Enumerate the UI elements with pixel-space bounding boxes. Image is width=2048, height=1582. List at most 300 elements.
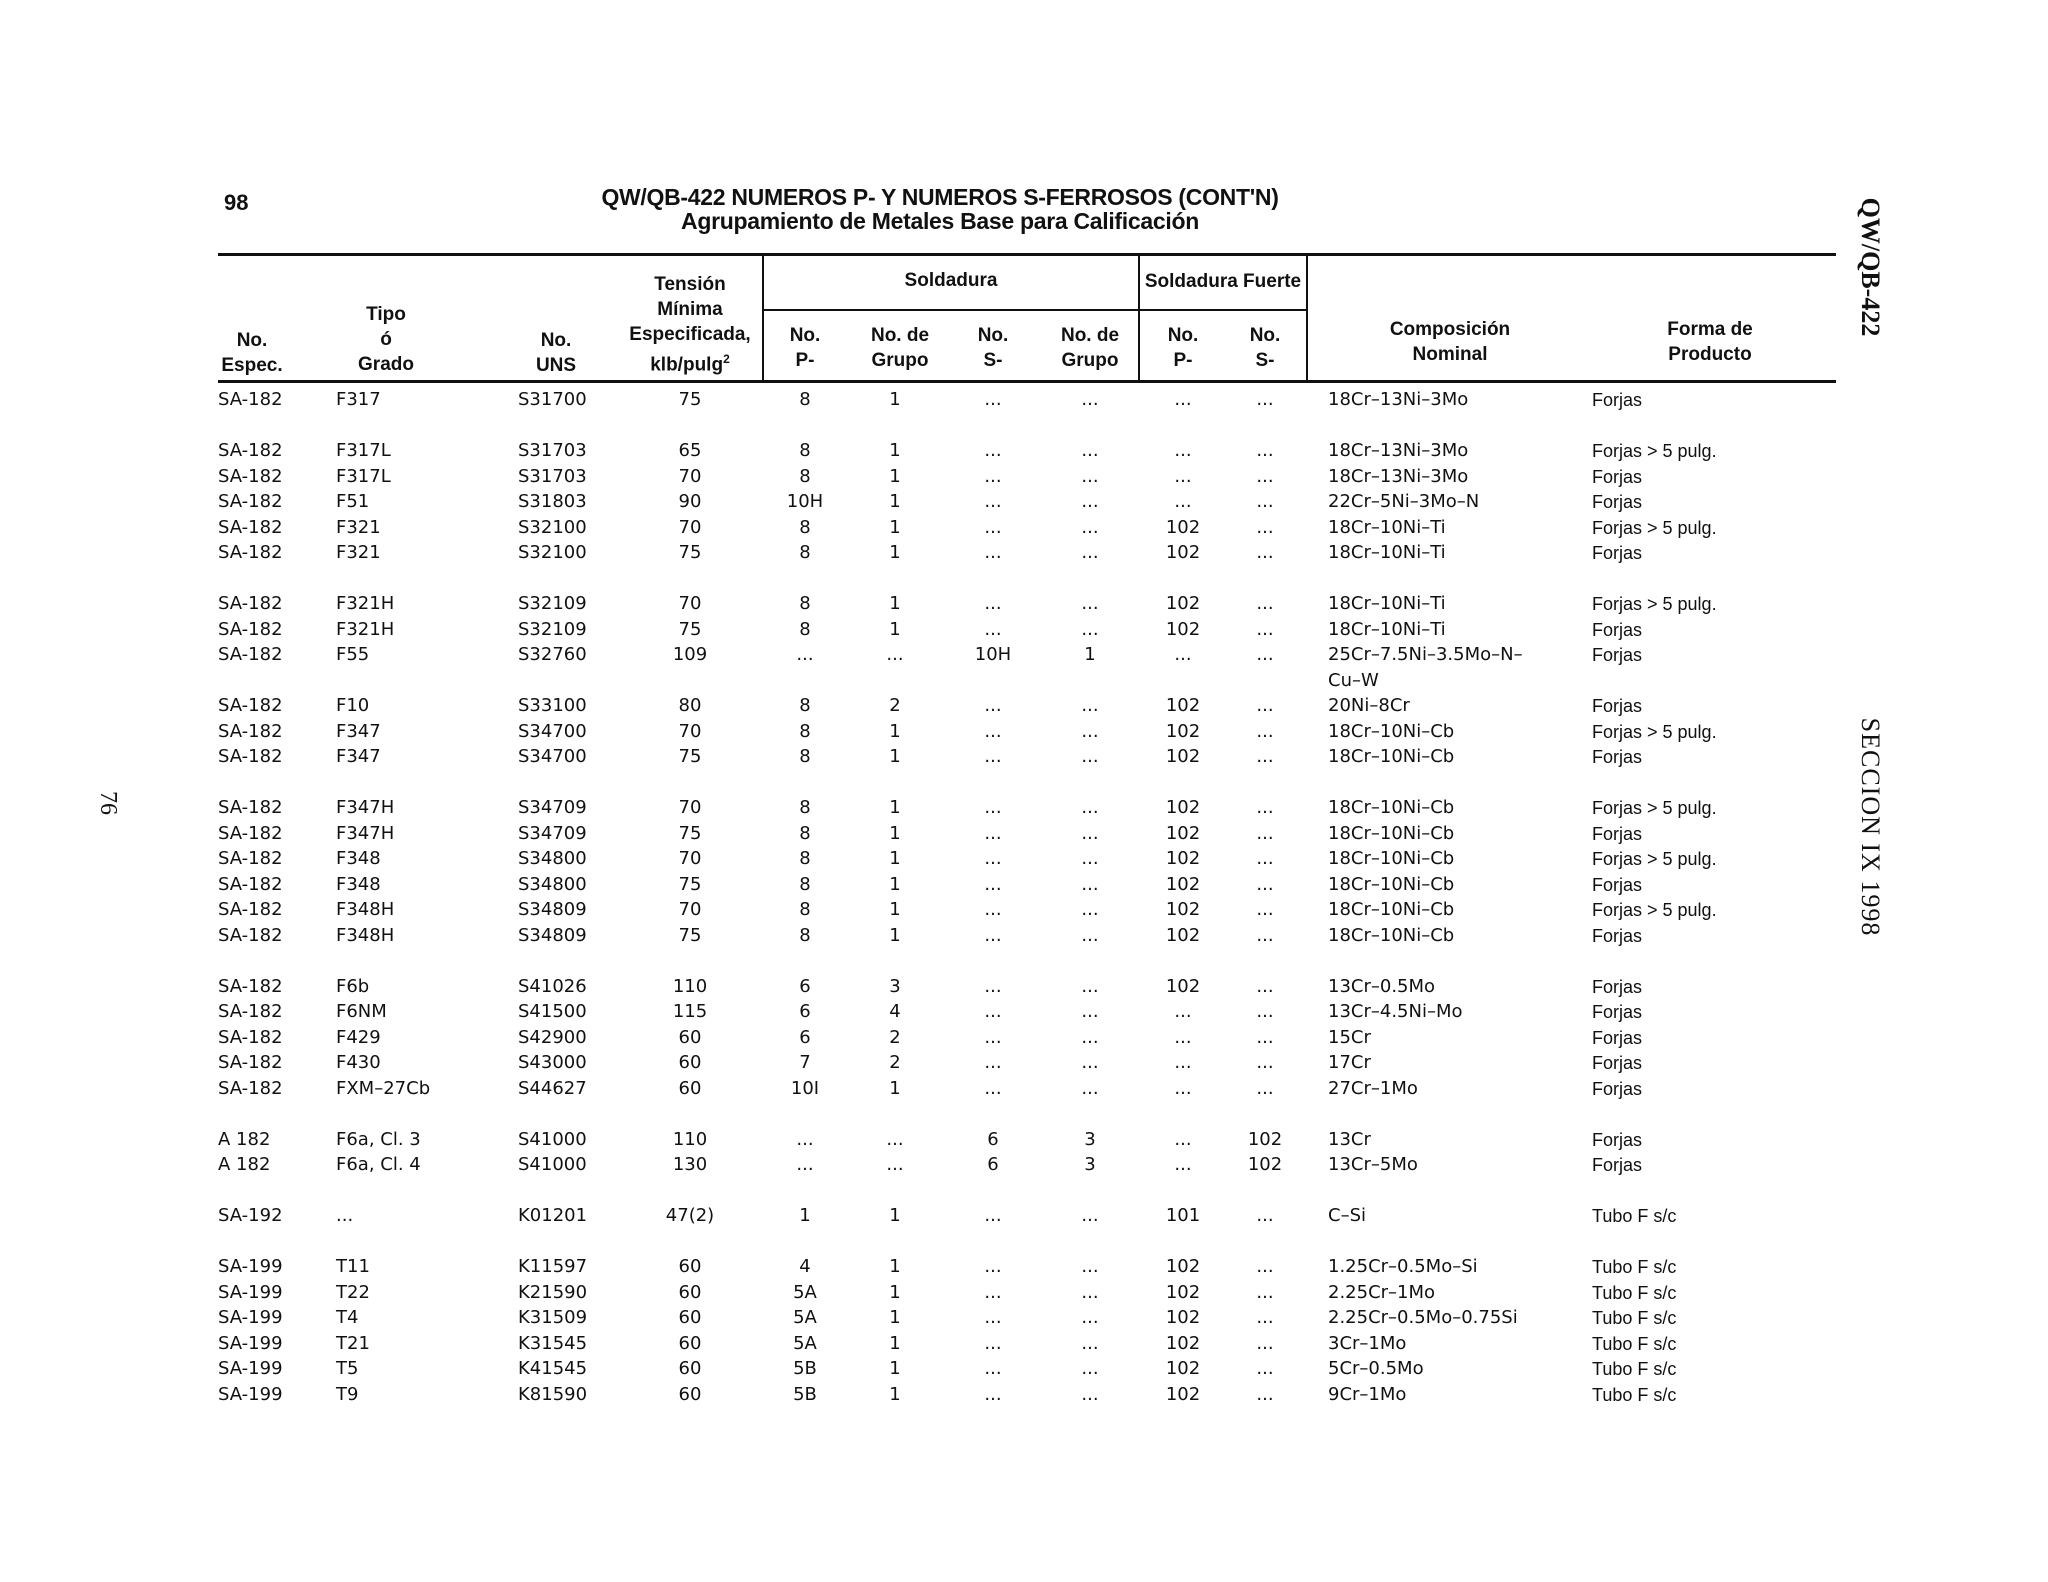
cell-weld-p-number: 5B xyxy=(793,1358,817,1379)
cell-tension: 60 xyxy=(678,1332,702,1354)
cell-weld-s-number: 6 xyxy=(987,1128,999,1150)
table-row xyxy=(0,591,2048,617)
cell-braze-p-number: 102 xyxy=(1165,516,1201,538)
top-rule xyxy=(218,253,1836,256)
cell-weld-s-number: ... xyxy=(984,1332,1002,1354)
cell-composition: 13Cr–0.5Mo xyxy=(1328,975,1436,997)
cell-product-form: Forjas xyxy=(1592,492,1643,512)
cell-tipo: F55 xyxy=(336,644,370,665)
cell-braze-p-number: 102 xyxy=(1165,822,1201,844)
cell-spec: SA-182 xyxy=(218,1077,283,1099)
cell-weld-p-number: 1 xyxy=(799,1205,811,1226)
cell-weld-p-group: 4 xyxy=(889,1001,901,1022)
cell-weld-s-number: ... xyxy=(984,1383,1002,1405)
cell-product-form: Forjas xyxy=(1592,1002,1643,1022)
cell-weld-p-number: 6 xyxy=(799,1001,811,1022)
cell-braze-s-number: ... xyxy=(1256,720,1274,742)
cell-weld-p-number: 7 xyxy=(799,1052,811,1073)
cell-tipo: FXM–27Cb xyxy=(336,1077,431,1099)
cell-product-form: Forjas xyxy=(1592,1129,1643,1150)
header-soldadura-fuerte: Soldadura Fuerte xyxy=(1144,271,1302,292)
cell-tipo: F317 xyxy=(336,389,381,410)
cell-weld-p-number: 8 xyxy=(799,822,811,844)
cell-braze-s-number: ... xyxy=(1256,1077,1274,1099)
cell-spec: SA-199 xyxy=(218,1358,283,1379)
cell-composition: 15Cr xyxy=(1328,1026,1371,1048)
cell-weld-p-group: 1 xyxy=(889,1256,901,1277)
cell-tension: 70 xyxy=(678,848,702,869)
cell-tension: 110 xyxy=(672,975,708,997)
cell-spec: SA-199 xyxy=(218,1281,283,1303)
cell-composition: 13Cr xyxy=(1328,1128,1371,1150)
cell-uns: S34700 xyxy=(518,720,587,742)
cell-braze-p-number: 102 xyxy=(1165,899,1201,920)
cell-tipo: F6NM xyxy=(336,1001,387,1022)
cell-weld-p-number: 8 xyxy=(799,720,811,742)
cell-weld-s-number: ... xyxy=(984,924,1002,946)
cell-weld-s-group: ... xyxy=(1081,822,1099,844)
table-row xyxy=(0,464,2048,490)
cell-weld-p-number: 8 xyxy=(799,465,811,487)
table-row xyxy=(0,1280,2048,1306)
cell-weld-s-number: ... xyxy=(984,1077,1002,1099)
cell-braze-p-number: 102 xyxy=(1165,593,1201,614)
cell-braze-p-number: ... xyxy=(1174,644,1192,665)
header-weld-s-group: No. de Grupo xyxy=(1060,325,1120,371)
cell-weld-s-group: ... xyxy=(1081,1205,1099,1226)
cell-tension: 60 xyxy=(678,1383,702,1405)
cell-weld-p-group: 1 xyxy=(889,1332,901,1354)
cell-spec: SA-182 xyxy=(218,822,283,844)
cell-tipo: T22 xyxy=(336,1281,370,1303)
cell-braze-s-number: ... xyxy=(1256,1001,1274,1022)
cell-uns: S31700 xyxy=(518,389,587,410)
cell-composition: 18Cr–13Ni–3Mo xyxy=(1328,440,1469,461)
cell-weld-s-number: ... xyxy=(984,1001,1002,1022)
cell-uns: S34800 xyxy=(518,848,587,869)
header-forma: Forma de Producto xyxy=(1667,319,1753,365)
cell-weld-s-number: ... xyxy=(984,1307,1002,1328)
cell-braze-s-number: ... xyxy=(1256,822,1274,844)
cell-tipo: F347H xyxy=(336,797,395,818)
cell-braze-s-number: ... xyxy=(1256,1256,1274,1277)
cell-spec: SA-182 xyxy=(218,924,283,946)
cell-braze-p-number: 102 xyxy=(1165,1332,1201,1354)
cell-tipo: F321H xyxy=(336,593,395,614)
cell-spec: SA-182 xyxy=(218,465,283,487)
cell-weld-p-number: 5A xyxy=(793,1307,817,1328)
cell-braze-s-number: 102 xyxy=(1247,1128,1283,1150)
cell-composition: 18Cr–10Ni–Cb xyxy=(1328,746,1455,767)
cell-uns: S34700 xyxy=(518,746,587,767)
cell-braze-s-number: ... xyxy=(1256,1052,1274,1073)
cell-weld-s-number: ... xyxy=(984,593,1002,614)
table-row xyxy=(0,642,2048,668)
cell-weld-s-group: ... xyxy=(1081,899,1099,920)
cell-product-form: Forjas xyxy=(1592,543,1643,563)
cell-composition: 20Ni–8Cr xyxy=(1328,695,1410,716)
cell-tension: 80 xyxy=(678,695,702,716)
cell-weld-s-number: ... xyxy=(984,618,1002,640)
table-row xyxy=(0,387,2048,413)
cell-weld-s-group: ... xyxy=(1081,440,1099,461)
cell-product-form: Forjas xyxy=(1592,1078,1643,1099)
cell-weld-p-group: 1 xyxy=(889,746,901,767)
cell-product-form: Forjas xyxy=(1592,390,1643,410)
cell-weld-s-group: ... xyxy=(1081,797,1099,818)
cell-weld-p-group: 1 xyxy=(889,720,901,742)
cell-weld-p-group: 1 xyxy=(889,899,901,920)
cell-weld-s-group: ... xyxy=(1081,1052,1099,1073)
cell-product-form: Tubo F s/c xyxy=(1592,1384,1677,1405)
cell-composition: Cu–W xyxy=(1328,669,1379,691)
cell-composition: 5Cr–0.5Mo xyxy=(1328,1358,1424,1379)
cell-weld-p-group: ... xyxy=(886,644,904,665)
cell-product-form: Forjas xyxy=(1592,976,1643,997)
cell-weld-p-group: 1 xyxy=(889,542,901,563)
cell-product-form: Forjas > 5 pulg. xyxy=(1592,798,1717,818)
cell-weld-s-number: ... xyxy=(984,1358,1002,1379)
cell-braze-s-number: ... xyxy=(1256,1358,1274,1379)
cell-weld-p-group: 1 xyxy=(889,516,901,538)
cell-weld-s-number: ... xyxy=(984,899,1002,920)
cell-braze-p-number: 102 xyxy=(1165,746,1201,767)
cell-composition: 1.25Cr–0.5Mo–Si xyxy=(1328,1256,1478,1277)
cell-braze-s-number: ... xyxy=(1256,975,1274,997)
cell-composition: 18Cr–10Ni–Cb xyxy=(1328,873,1455,895)
cell-weld-p-group: 2 xyxy=(889,1052,901,1073)
cell-braze-p-number: 102 xyxy=(1165,1307,1201,1328)
cell-weld-s-group: ... xyxy=(1081,1383,1099,1405)
cell-weld-s-group: ... xyxy=(1081,746,1099,767)
cell-weld-s-number: ... xyxy=(984,848,1002,869)
cell-weld-p-group: ... xyxy=(886,1154,904,1175)
side-section-name: SECCION IX 1998 xyxy=(1856,717,1885,937)
soldadura-group-rule xyxy=(762,309,1306,311)
cell-braze-p-number: 102 xyxy=(1165,720,1201,742)
cell-weld-s-group: ... xyxy=(1081,975,1099,997)
cell-braze-p-number: ... xyxy=(1174,1154,1192,1175)
table-row xyxy=(0,515,2048,541)
cell-tipo: F348 xyxy=(336,848,381,869)
cell-uns: S34800 xyxy=(518,873,587,895)
cell-tension: 110 xyxy=(672,1128,708,1150)
cell-uns: S43000 xyxy=(518,1052,587,1073)
cell-weld-p-group: 2 xyxy=(889,695,901,716)
side-folio-number: 76 xyxy=(95,791,121,815)
cell-tipo: F430 xyxy=(336,1052,381,1073)
cell-tipo: F10 xyxy=(336,695,370,716)
cell-braze-p-number: ... xyxy=(1174,1077,1192,1099)
cell-spec: SA-182 xyxy=(218,899,283,920)
cell-tension: 75 xyxy=(678,822,702,844)
cell-weld-p-group: 1 xyxy=(889,873,901,895)
cell-tipo: F321H xyxy=(336,618,395,640)
cell-spec: SA-182 xyxy=(218,644,283,665)
cell-spec: SA-199 xyxy=(218,1332,283,1354)
cell-tipo: ... xyxy=(336,1205,354,1226)
cell-composition: 2.25Cr–0.5Mo–0.75Si xyxy=(1328,1307,1518,1328)
cell-uns: S32109 xyxy=(518,618,587,640)
cell-weld-s-number: ... xyxy=(984,1026,1002,1048)
cell-tension: 70 xyxy=(678,465,702,487)
cell-spec: SA-192 xyxy=(218,1205,283,1226)
cell-tension: 47(2) xyxy=(665,1205,715,1226)
cell-weld-s-number: ... xyxy=(984,1052,1002,1073)
cell-spec: A 182 xyxy=(218,1154,271,1175)
cell-tipo: F6a, Cl. 3 xyxy=(336,1128,421,1150)
cell-spec: SA-182 xyxy=(218,797,283,818)
cell-uns: S44627 xyxy=(518,1077,587,1099)
cell-product-form: Forjas > 5 pulg. xyxy=(1592,441,1717,461)
cell-composition: 18Cr–13Ni–3Mo xyxy=(1328,389,1469,410)
cell-weld-s-number: ... xyxy=(984,389,1002,410)
cell-weld-p-number: 6 xyxy=(799,1026,811,1048)
cell-spec: SA-182 xyxy=(218,516,283,538)
header-bottom-rule xyxy=(218,380,1836,383)
cell-braze-s-number: ... xyxy=(1256,1332,1274,1354)
table-row xyxy=(0,1382,2048,1408)
cell-weld-s-group: ... xyxy=(1081,389,1099,410)
cell-weld-s-number: ... xyxy=(984,465,1002,487)
header-tipo: Tipo ó Grado xyxy=(358,304,414,375)
cell-braze-s-number: ... xyxy=(1256,1281,1274,1303)
cell-weld-p-group: 1 xyxy=(889,491,901,512)
table-row xyxy=(0,438,2048,464)
cell-braze-p-number: 102 xyxy=(1165,924,1201,946)
cell-tension: 90 xyxy=(678,491,702,512)
table-row xyxy=(0,1050,2048,1076)
cell-braze-s-number: ... xyxy=(1256,618,1274,640)
cell-uns: K01201 xyxy=(518,1205,588,1226)
cell-tension: 60 xyxy=(678,1307,702,1328)
cell-braze-p-number: 102 xyxy=(1165,1281,1201,1303)
cell-composition: 18Cr–10Ni–Ti xyxy=(1328,593,1446,614)
cell-braze-s-number: 102 xyxy=(1247,1154,1283,1175)
cell-braze-p-number: 102 xyxy=(1165,797,1201,818)
cell-tension: 75 xyxy=(678,746,702,767)
cell-weld-s-group: ... xyxy=(1081,873,1099,895)
table-row xyxy=(0,617,2048,643)
cell-braze-p-number: ... xyxy=(1174,1026,1192,1048)
cell-product-form: Forjas xyxy=(1592,466,1643,487)
cell-tipo: F347 xyxy=(336,720,381,742)
cell-spec: SA-199 xyxy=(218,1256,283,1277)
side-section-code: QW/QB-422 xyxy=(1856,197,1885,337)
cell-weld-s-group: 3 xyxy=(1084,1128,1096,1150)
cell-composition: 18Cr–10Ni–Cb xyxy=(1328,720,1455,742)
cell-weld-s-group: ... xyxy=(1081,1281,1099,1303)
cell-braze-p-number: 102 xyxy=(1165,975,1201,997)
table-subtitle: Agrupamiento de Metales Base para Calificación xyxy=(681,208,1199,234)
table-row xyxy=(0,489,2048,515)
cell-spec: SA-182 xyxy=(218,593,283,614)
cell-braze-p-number: 102 xyxy=(1165,618,1201,640)
table-row xyxy=(0,923,2048,949)
cell-weld-p-group: ... xyxy=(886,1128,904,1150)
table-row xyxy=(0,1203,2048,1229)
header-braze-p-number: No. P- xyxy=(1167,325,1199,371)
cell-product-form: Forjas > 5 pulg. xyxy=(1592,721,1717,742)
cell-tension: 75 xyxy=(678,618,702,640)
cell-composition: 13Cr–5Mo xyxy=(1328,1154,1418,1175)
cell-spec: SA-199 xyxy=(218,1383,283,1405)
cell-tipo: F317L xyxy=(336,440,391,461)
cell-braze-s-number: ... xyxy=(1256,848,1274,869)
cell-weld-p-group: 1 xyxy=(889,797,901,818)
table-row xyxy=(0,1331,2048,1357)
cell-product-form: Tubo F s/c xyxy=(1592,1308,1677,1328)
cell-braze-p-number: 102 xyxy=(1165,1358,1201,1379)
cell-weld-p-number: ... xyxy=(796,1154,814,1175)
cell-spec: SA-182 xyxy=(218,491,283,512)
header-soldadura: Soldadura xyxy=(904,270,998,291)
cell-tension: 130 xyxy=(672,1154,708,1175)
cell-braze-p-number: ... xyxy=(1174,1128,1192,1150)
cell-composition: 17Cr xyxy=(1328,1052,1371,1073)
cell-uns: S41500 xyxy=(518,1001,587,1022)
cell-weld-s-group: ... xyxy=(1081,593,1099,614)
cell-tension: 75 xyxy=(678,389,702,410)
cell-braze-s-number: ... xyxy=(1256,465,1274,487)
cell-weld-p-number: 8 xyxy=(799,618,811,640)
cell-product-form: Forjas xyxy=(1592,696,1643,716)
cell-tipo: F348 xyxy=(336,873,381,895)
cell-uns: K81590 xyxy=(518,1383,588,1405)
cell-weld-p-group: 3 xyxy=(889,975,901,997)
cell-weld-p-number: 4 xyxy=(799,1256,811,1277)
cell-uns: S32760 xyxy=(518,644,587,665)
table-row xyxy=(0,821,2048,847)
cell-braze-p-number: 101 xyxy=(1165,1205,1201,1226)
cell-weld-p-number: ... xyxy=(796,644,814,665)
header-tension: Tensión Mínima Especificada, klb/pulg$^2$ xyxy=(629,274,751,376)
cell-uns: S41000 xyxy=(518,1154,587,1175)
cell-uns: K41545 xyxy=(518,1358,588,1379)
cell-weld-p-group: 1 xyxy=(889,618,901,640)
cell-braze-s-number: ... xyxy=(1256,797,1274,818)
cell-braze-p-number: ... xyxy=(1174,465,1192,487)
cell-spec: SA-182 xyxy=(218,1026,283,1048)
cell-product-form: Forjas xyxy=(1592,619,1643,640)
table-row xyxy=(0,846,2048,872)
cell-weld-s-number: ... xyxy=(984,822,1002,844)
cell-composition: 18Cr–10Ni–Cb xyxy=(1328,822,1455,844)
cell-uns: S41026 xyxy=(518,975,587,997)
cell-spec: SA-182 xyxy=(218,618,283,640)
cell-weld-s-number: ... xyxy=(984,440,1002,461)
table-title: QW/QB-422 NUMEROS P- Y NUMEROS S-FERROSOS (CONT'N) xyxy=(601,184,1279,210)
cell-tipo: T5 xyxy=(336,1358,359,1379)
cell-product-form: Forjas > 5 pulg. xyxy=(1592,900,1717,920)
cell-weld-s-number: ... xyxy=(984,542,1002,563)
cell-weld-p-number: 10I xyxy=(790,1077,820,1099)
cell-spec: SA-182 xyxy=(218,873,283,895)
cell-weld-p-group: 1 xyxy=(889,1383,901,1405)
cell-weld-s-group: ... xyxy=(1081,1358,1099,1379)
cell-weld-s-number: ... xyxy=(984,516,1002,538)
cell-weld-p-group: 1 xyxy=(889,465,901,487)
cell-composition: 18Cr–10Ni–Cb xyxy=(1328,899,1455,920)
table-row xyxy=(0,1254,2048,1280)
cell-weld-s-group: ... xyxy=(1081,720,1099,742)
cell-braze-s-number: ... xyxy=(1256,491,1274,512)
cell-composition: C–Si xyxy=(1328,1205,1366,1226)
cell-tension: 70 xyxy=(678,720,702,742)
cell-spec: SA-182 xyxy=(218,1052,283,1073)
cell-product-form: Forjas xyxy=(1592,747,1643,767)
cell-spec: A 182 xyxy=(218,1128,271,1150)
cell-composition: 3Cr–1Mo xyxy=(1328,1332,1407,1354)
cell-product-form: Tubo F s/c xyxy=(1592,1333,1677,1354)
cell-tension: 60 xyxy=(678,1256,702,1277)
cell-weld-p-number: 8 xyxy=(799,746,811,767)
cell-uns: S31803 xyxy=(518,491,587,512)
header-uns: No. UNS xyxy=(535,330,577,376)
cell-tension: 65 xyxy=(678,440,702,461)
cell-braze-s-number: ... xyxy=(1256,1205,1274,1226)
cell-tipo: F348H xyxy=(336,924,395,946)
cell-weld-s-group: 3 xyxy=(1084,1154,1096,1175)
cell-braze-p-number: 102 xyxy=(1165,542,1201,563)
header-braze-s-number: No. S- xyxy=(1249,325,1281,371)
table-row xyxy=(0,872,2048,898)
cell-tipo: F51 xyxy=(336,491,370,512)
cell-weld-s-group: ... xyxy=(1081,1026,1099,1048)
cell-braze-p-number: 102 xyxy=(1165,1383,1201,1405)
table-row xyxy=(0,1152,2048,1178)
cell-braze-s-number: ... xyxy=(1256,695,1274,716)
cell-uns: S41000 xyxy=(518,1128,587,1150)
cell-weld-p-number: 8 xyxy=(799,848,811,869)
cell-weld-p-number: 8 xyxy=(799,542,811,563)
cell-weld-p-number: 5B xyxy=(793,1383,817,1405)
cell-product-form: Forjas xyxy=(1592,645,1643,665)
cell-uns: S32100 xyxy=(518,516,587,538)
cell-uns: K21590 xyxy=(518,1281,588,1303)
cell-spec: SA-182 xyxy=(218,542,283,563)
cell-uns: S34709 xyxy=(518,822,587,844)
cell-tipo: T9 xyxy=(336,1383,359,1405)
header-composicion: Composición Nominal xyxy=(1389,319,1511,365)
cell-weld-p-group: 1 xyxy=(889,1358,901,1379)
cell-braze-s-number: ... xyxy=(1256,593,1274,614)
cell-weld-s-number: ... xyxy=(984,797,1002,818)
cell-weld-s-group: ... xyxy=(1081,1307,1099,1328)
cell-weld-s-number: ... xyxy=(984,746,1002,767)
cell-braze-p-number: 102 xyxy=(1165,848,1201,869)
cell-braze-p-number: ... xyxy=(1174,1001,1192,1022)
cell-braze-s-number: ... xyxy=(1256,1383,1274,1405)
cell-braze-s-number: ... xyxy=(1256,1307,1274,1328)
cell-braze-s-number: ... xyxy=(1256,389,1274,410)
cell-weld-s-number: ... xyxy=(984,1281,1002,1303)
cell-composition: 27Cr–1Mo xyxy=(1328,1077,1418,1099)
cell-weld-p-group: 1 xyxy=(889,1077,901,1099)
cell-spec: SA-182 xyxy=(218,1001,283,1022)
cell-uns: S31703 xyxy=(518,440,587,461)
cell-tension: 70 xyxy=(678,797,702,818)
cell-product-form: Forjas > 5 pulg. xyxy=(1592,594,1717,614)
cell-tipo: F347H xyxy=(336,822,395,844)
cell-weld-s-number: ... xyxy=(984,873,1002,895)
cell-uns: K31509 xyxy=(518,1307,588,1328)
cell-weld-s-number: ... xyxy=(984,695,1002,716)
cell-composition: 13Cr–4.5Ni–Mo xyxy=(1328,1001,1463,1022)
cell-weld-s-group: ... xyxy=(1081,1077,1099,1099)
cell-tipo: T21 xyxy=(336,1332,370,1354)
cell-spec: SA-182 xyxy=(218,848,283,869)
